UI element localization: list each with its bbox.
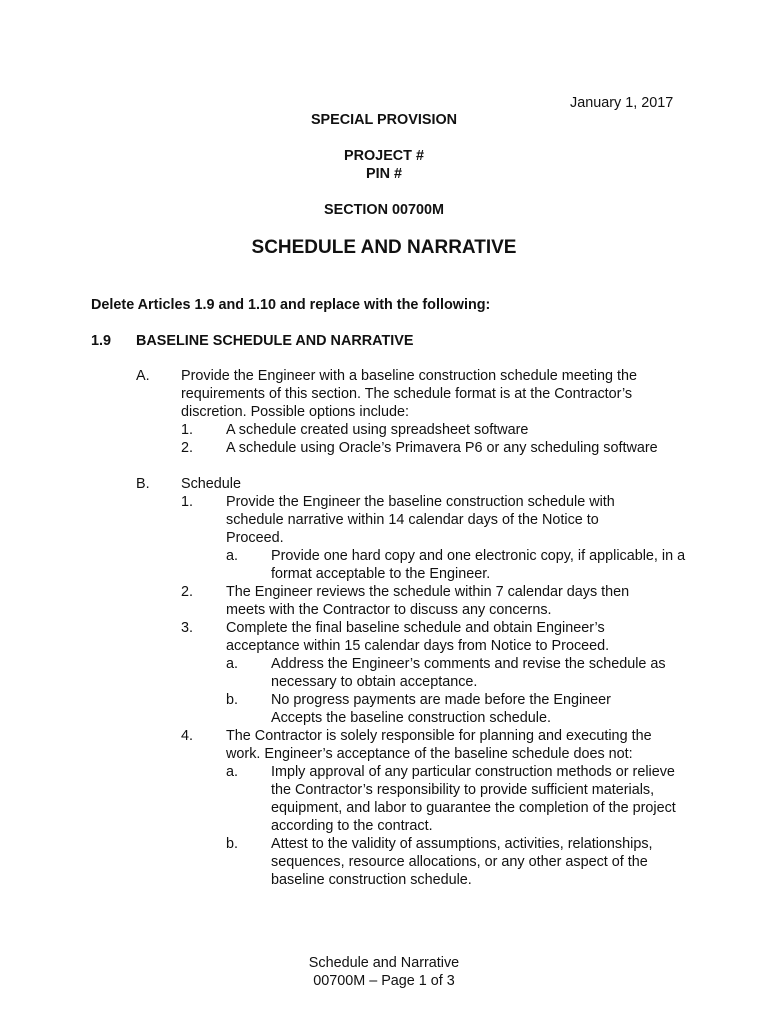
list-text: The Engineer reviews the schedule within 7 calendar days then meets with the Contractor to discuss any concerns. (226, 584, 630, 618)
list-label: a. (226, 656, 239, 672)
list-label: 2. (181, 584, 194, 600)
article-title: BASELINE SCHEDULE AND NARRATIVE (136, 333, 414, 349)
list-text: Provide one hard copy and one electronic copy, if applicable, in a format acceptable to the Engineer. (271, 548, 686, 582)
list-text: A schedule using Oracle’s Primavera P6 or any scheduling software (226, 440, 658, 456)
footer-page-number: 00700M – Page 1 of 3 (313, 973, 455, 989)
list-label: b. (226, 692, 239, 708)
special-provision-heading: SPECIAL PROVISION (310, 112, 458, 128)
list-label: A. (136, 368, 150, 384)
list-text: Attest to the validity of assumptions, activities, relationships, sequences, resource allocations, or any other aspect of the baseline construction schedule. (271, 836, 653, 888)
list-label: B. (136, 476, 150, 492)
article-number: 1.9 (91, 333, 112, 349)
list-text: Provide the Engineer with a baseline construction schedule meeting the requirements of this section. The schedule format is at the Contractor’s discretion. Possible options include: (181, 368, 637, 420)
footer-title: Schedule and Narrative (308, 955, 460, 971)
list-label: b. (226, 836, 239, 852)
list-label: 3. (181, 620, 194, 636)
list-label: a. (226, 764, 239, 780)
list-label: 1. (181, 422, 194, 438)
list-text: Address the Engineer’s comments and revise the schedule as necessary to obtain acceptance. (271, 656, 666, 690)
intro-instruction: Delete Articles 1.9 and 1.10 and replace with the following: (91, 297, 491, 313)
document-date: January 1, 2017 (570, 95, 674, 111)
list-text: Complete the final baseline schedule and obtain Engineer’s acceptance within 15 calendar days from Notice to Proceed. (226, 620, 610, 654)
section-number: SECTION 00700M (324, 202, 444, 218)
project-number: PROJECT # (344, 148, 424, 164)
list-label: 1. (181, 494, 194, 510)
list-text: Schedule (181, 476, 242, 492)
pin-number: PIN # (366, 166, 402, 182)
list-text: A schedule created using spreadsheet software (226, 422, 529, 438)
list-label: 4. (181, 728, 194, 744)
page-title: SCHEDULE AND NARRATIVE (251, 237, 517, 258)
list-text: Imply approval of any particular construction methods or relieve the Contractor’s responsibility to provide sufficient materials, equipment, and labor to guarantee the completion of the project according to the contract. (271, 764, 676, 834)
list-text: No progress payments are made before the Engineer Accepts the baseline construction schedule. (271, 692, 611, 726)
list-text: The Contractor is solely responsible for planning and executing the work. Engineer’s acceptance of the baseline schedule does not: (226, 728, 652, 762)
list-text: Provide the Engineer the baseline construction schedule with schedule narrative within 14 calendar days of the Notice to Proceed. (226, 494, 615, 546)
list-label: 2. (181, 440, 194, 456)
list-label: a. (226, 548, 239, 564)
